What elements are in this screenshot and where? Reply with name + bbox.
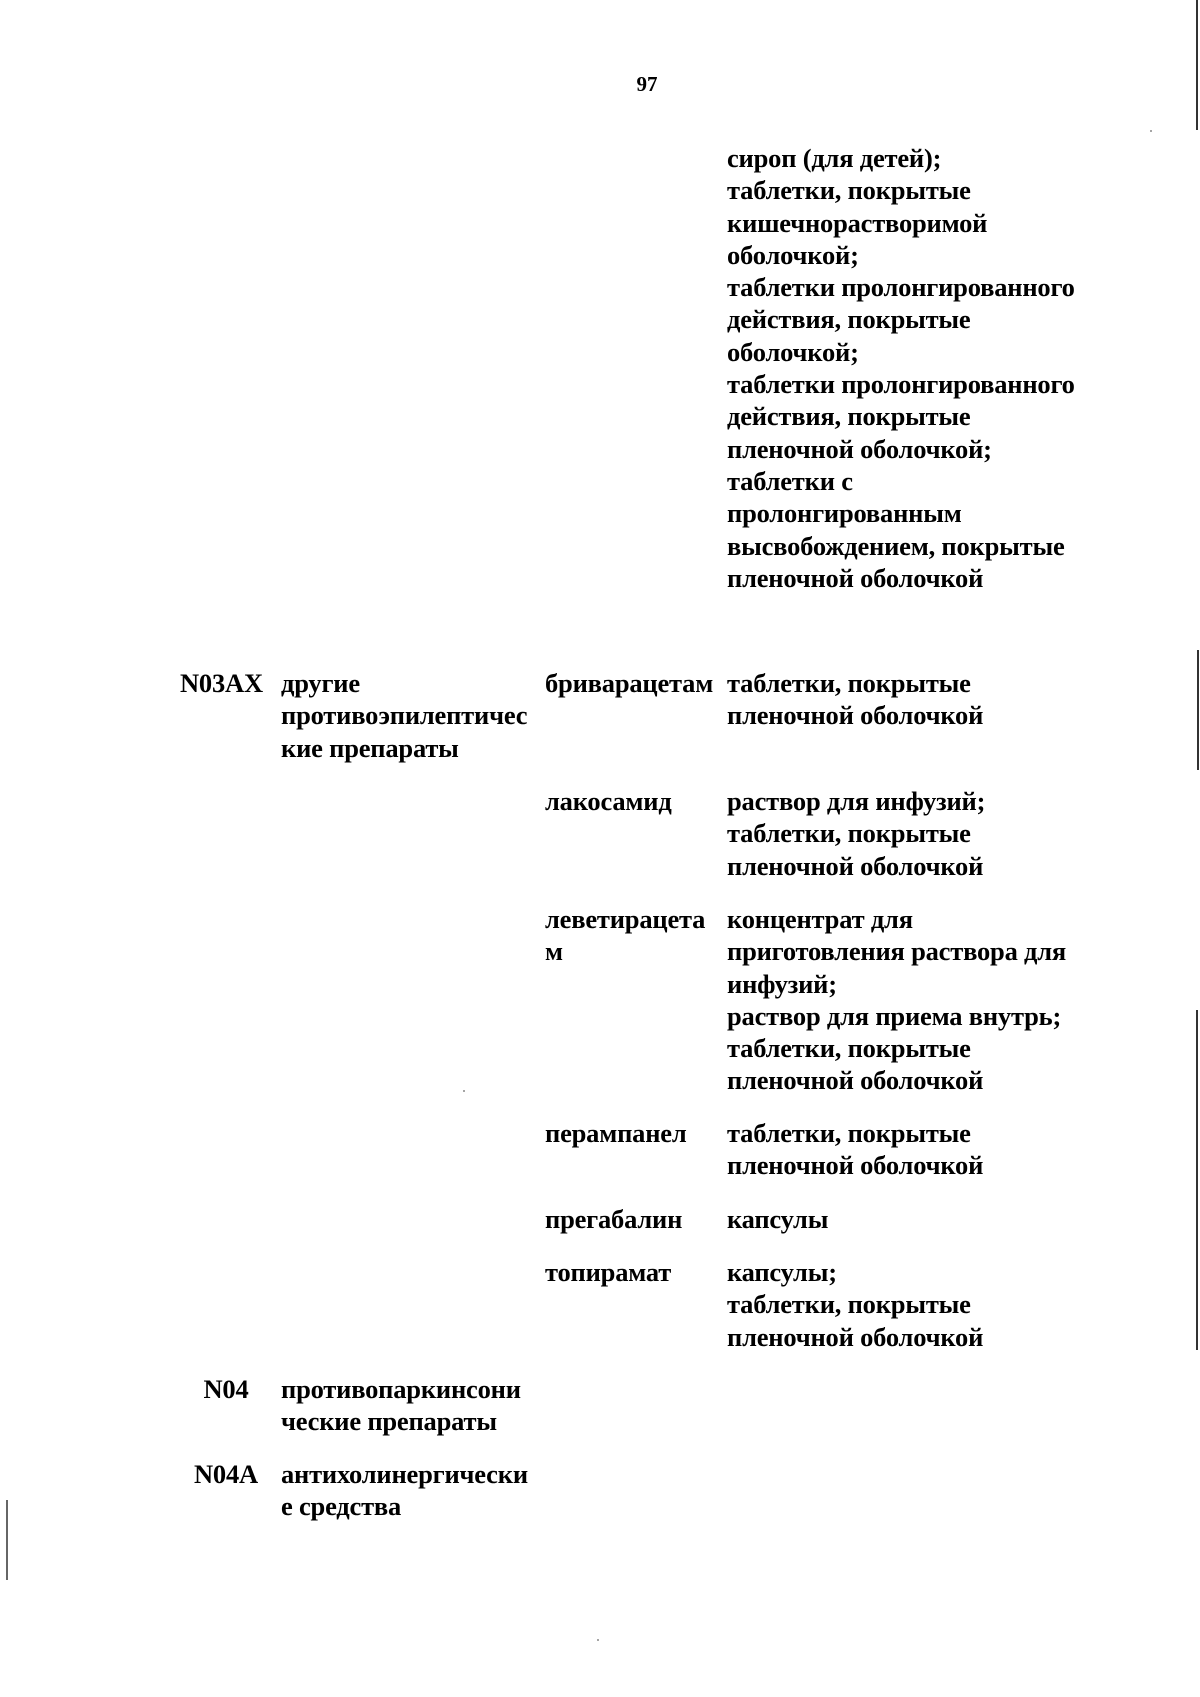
drug-dosage-forms — [727, 1256, 983, 1353]
group-name-n04a — [281, 1458, 528, 1523]
dosage-form-line: раствор для приема внутрь; — [727, 1000, 1062, 1031]
dosage-form-line: оболочкой; — [727, 239, 859, 270]
drug-dosage-forms — [727, 667, 983, 732]
group-name-line: антихолинергически — [281, 1459, 528, 1489]
drug-dosage-forms — [727, 903, 1066, 1097]
drug-dosage-forms — [727, 785, 985, 882]
scan-speck — [597, 1639, 599, 1641]
group-name-n03ax — [281, 667, 527, 764]
drug-inn-line: перампанел — [545, 1118, 687, 1148]
group-name-line: противопаркинсони — [281, 1374, 521, 1404]
dosage-form-line: действия, покрытые — [727, 401, 971, 432]
dosage-form-line: пленочной оболочкой — [727, 700, 984, 731]
dosage-form-line: кишечнорастворимой — [727, 207, 988, 238]
drug-inn — [545, 1203, 682, 1235]
drug-inn-line: лакосамид — [545, 786, 672, 816]
group-name-line: е средства — [281, 1491, 402, 1522]
dosage-form-line: действия, покрытые — [727, 304, 971, 335]
drug-inn-line: прегабалин — [545, 1204, 683, 1234]
atc-code-n03ax: N03AX — [180, 668, 263, 698]
dosage-form-line: таблетки, покрытые — [727, 668, 971, 698]
atc-code-n04a: N04A — [194, 1459, 258, 1489]
drug-inn-line: м — [545, 936, 563, 967]
drug-dosage-forms — [727, 1203, 828, 1235]
scan-speck — [463, 1090, 465, 1092]
drug-inn — [545, 1256, 671, 1288]
dosage-form-line: таблетки, покрытые — [727, 1118, 971, 1148]
group-name-n04 — [281, 1373, 521, 1438]
drug-inn — [545, 903, 705, 968]
dosage-form-line: пленочной оболочкой — [727, 1150, 984, 1181]
dosage-form-line: пролонгированным — [727, 498, 962, 529]
group-name-line: кие препараты — [281, 732, 459, 763]
scan-edge-mark — [1196, 0, 1198, 130]
dosage-form-line: концентрат для — [727, 904, 913, 934]
dosage-form-line: высвобождением, покрытые — [727, 530, 1065, 561]
dosage-form-line: раствор для инфузий; — [727, 786, 986, 816]
drug-inn — [545, 667, 713, 699]
scan-speck — [1150, 130, 1152, 132]
drug-inn — [545, 1117, 687, 1149]
dosage-form-line: пленочной оболочкой — [727, 1321, 984, 1352]
dosage-form-line: приготовления раствора для — [727, 936, 1067, 967]
dosage-form-line: оболочкой; — [727, 336, 859, 367]
dosage-form-line: капсулы — [727, 1204, 829, 1234]
drug-inn — [545, 785, 672, 817]
drug-dosage-forms — [727, 1117, 983, 1182]
dosage-form-line: таблетки, покрытые — [727, 1289, 971, 1320]
scan-edge-mark — [6, 1500, 8, 1580]
drug-inn-line: леветирацета — [545, 904, 706, 934]
dosage-form-line: сироп (для детей); — [727, 143, 942, 173]
dosage-form-line: таблетки пролонгированного — [727, 369, 1075, 400]
dosage-form-line: пленочной оболочкой — [727, 562, 984, 593]
dosage-form-line: пленочной оболочкой — [727, 850, 984, 881]
drug-inn-line: топирамат — [545, 1257, 672, 1287]
group-name-line: другие — [281, 668, 360, 698]
group-name-line: ческие препараты — [281, 1406, 497, 1437]
page-number: 97 — [636, 72, 658, 96]
atc-code-n04: N04 — [203, 1374, 249, 1404]
dosage-form-line: пленочной оболочкой; — [727, 433, 992, 464]
scan-edge-mark — [1196, 1010, 1198, 1350]
continuation-dosage-forms — [727, 142, 1075, 594]
dosage-form-line: пленочной оболочкой — [727, 1065, 984, 1096]
drug-inn-line: бриварацетам — [545, 668, 714, 698]
group-name-line: противоэпилептичес — [281, 700, 528, 731]
dosage-form-line: таблетки с — [727, 465, 853, 496]
dosage-form-line: таблетки, покрытые — [727, 818, 971, 849]
dosage-form-line: таблетки пролонгированного — [727, 272, 1075, 303]
dosage-form-line: капсулы; — [727, 1257, 837, 1287]
dosage-form-line: инфузий; — [727, 968, 837, 999]
dosage-form-line: таблетки, покрытые — [727, 175, 971, 206]
dosage-form-line: таблетки, покрытые — [727, 1033, 971, 1064]
scan-edge-mark — [1197, 650, 1199, 770]
